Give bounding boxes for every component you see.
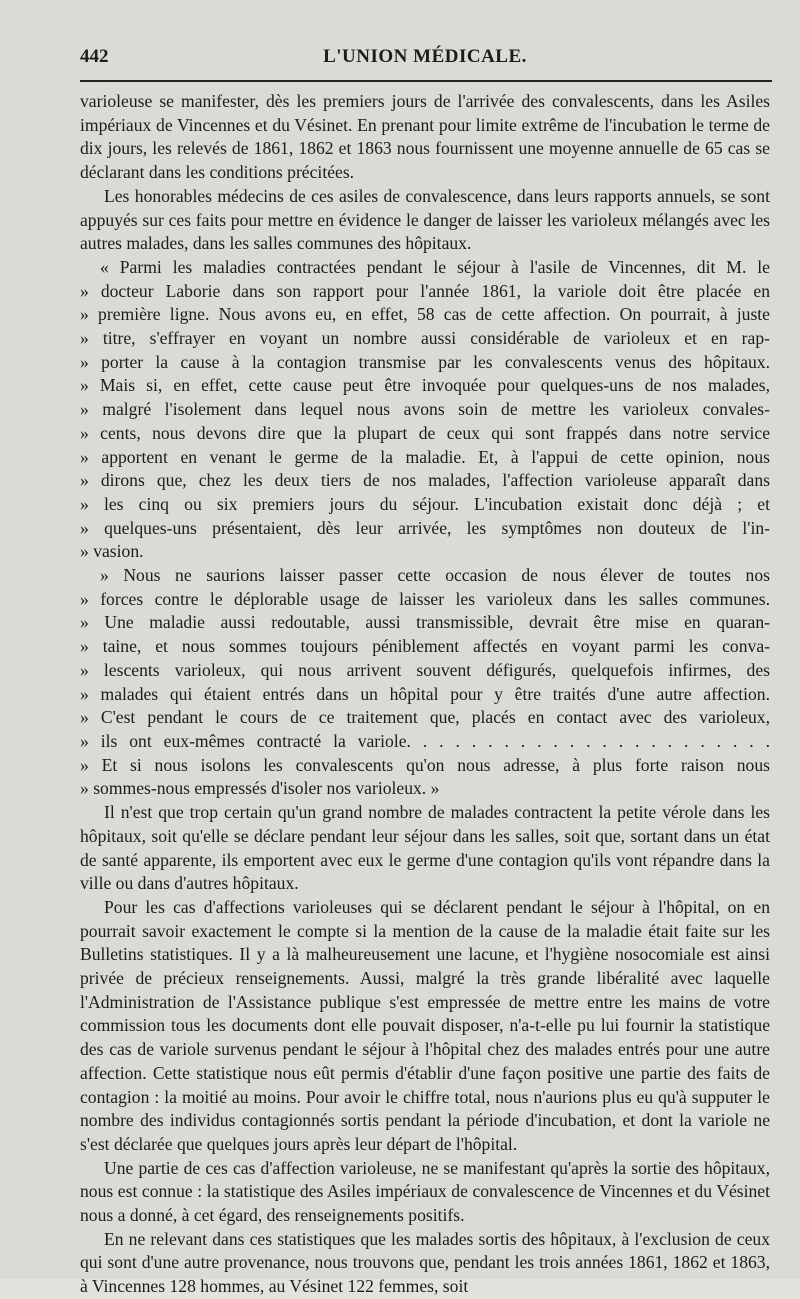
quote-line: » Nous ne saurions laisser passer cette occasion de nous élever de toutes nos [100, 565, 770, 586]
quote-line: » première ligne. Nous avons eu, en effet, 58 cas de cette affection. On pourrait, à juste [80, 304, 770, 325]
body-text [80, 90, 770, 1299]
page-number: 442 [80, 46, 109, 67]
quote-line: » apportent en venant le germe de la maladie. Et, à l'appui de cette opinion, nous [80, 446, 770, 467]
quote-line: » dirons que, chez les deux tiers de nos malades, l'affection varioleuse apparaît dans [80, 470, 770, 491]
quote-line: » malgré l'isolement dans lequel nous avons soin de mettre les varioleux convales- [80, 399, 770, 420]
quote-line: » docteur Laborie dans son rapport pour l'année 1861, la variole doit être placée en [80, 280, 770, 301]
paragraph: Pour les cas d'affections varioleuses qui se déclarent pendant le séjour à l'hôpital, on en pourrait savoir exactement le compte si la mention de la cause de la maladie était faite sur les Bulletins statistiques. Il y a là malheureusement une lacune, et l'hygiène nosocomiale est ainsi privée de précieux renseignements. Aussi, malgré la très grande libéralité avec laquelle l'Administration de l'Assistance publique s'est empressée de mettre entre les mains de votre commission tous les documents dont elle pouvait disposer, n'a-t-elle pu lui fournir la statistique des cas de variole survenus pendant le séjour à l'hôpital chez des malades entrés pour une autre affection. Cette statistique nous eût permis d'établir d'une façon positive une partie des faits de contagion : la moitié au moins. Pour avoir le chiffre total, nous n'aurions plus eu qu'à supputer le nombre des individus contagionnés sortis pendant la période d'incubation, et dont la variole ne s'est déclarée que quelques jours après leur départ de l'hôpital. [80, 896, 770, 1154]
quote-line: » Mais si, en effet, cette cause peut être invoquée pour quelques-uns de nos malades, [80, 375, 770, 396]
quote-line: » forces contre le déplorable usage de laisser les varioleux dans les salles communes. [80, 588, 770, 609]
quote-line: » cents, nous devons dire que la plupart de ceux qui sont frappés dans notre service [80, 422, 770, 443]
quote-line: » Et si nous isolons les convalescents qu'on nous adresse, à plus forte raison nous [80, 754, 770, 775]
running-title: L'UNION MÉDICALE. [323, 46, 527, 67]
quote-line: » vasion. [80, 541, 144, 562]
quote-line: » quelques-uns présentaient, dès leur arrivée, les symptômes non douteux de l'in- [80, 517, 770, 538]
header-rule [80, 80, 772, 82]
paragraph: Les honorables médecins de ces asiles de convalescence, dans leurs rapports annuels, se sont appuyés sur ces faits pour mettre en évidence le danger de laisser les varioleux mélangés avec les autres malades, dans les salles communes des hôpitaux. [80, 185, 770, 254]
quote-line: » Une maladie aussi redoutable, aussi transmissible, devrait être mise en quaran- [80, 612, 770, 633]
page-header [80, 44, 770, 74]
paragraph: Il n'est que trop certain qu'un grand nombre de malades contractent la petite vérole dans les hôpitaux, soit qu'elle se déclare pendant leur séjour dans les salles, soit que, sortant dans un état de santé apparente, ils emportent avec eux le germe d'une contagion qu'ils vont répandre dans la ville ou dans d'autres hôpitaux. [80, 802, 770, 894]
paragraph: En ne relevant dans ces statistiques que les malades sortis des hôpitaux, à l'exclusion de ceux qui sont d'une autre provenance, nous trouvons que, pendant les trois années 1861, 1862 et 1863, à Vincennes 128 hommes, au Vésinet 122 femmes, soit [80, 1228, 770, 1297]
quote-line: » porter la cause à la contagion transmise par les convalescents venus des hôpitaux. [80, 351, 770, 372]
quote-line: « Parmi les maladies contractées pendant le séjour à l'asile de Vincennes, dit M. le [100, 256, 770, 277]
quote-line: » lescents varioleux, qui nous arrivent souvent défigurés, quelquefois infirmes, des [80, 659, 770, 680]
quote-line: » taine, et nous sommes toujours péniblement affectés en voyant parmi les conva- [80, 636, 770, 657]
quote-line: » C'est pendant le cours de ce traitement que, placés en contact avec des varioleux, [80, 707, 770, 728]
quote-line: » malades qui étaient entrés dans un hôpital pour y être traités d'une autre affection. [80, 683, 770, 704]
quote-line: » sommes-nous empressés d'isoler nos varioleux. » [80, 778, 440, 799]
paragraph: Une partie de ces cas d'affection varioleuse, ne se manifestant qu'après la sortie des hôpitaux, nous est connue : la statistique des Asiles impériaux de convalescence de Vincennes et du Vésinet nous a donné, à cet égard, des renseignements positifs. [80, 1157, 770, 1226]
quotation [80, 256, 770, 801]
quote-line: » titre, s'effrayer en voyant un nombre aussi considérable de varioleux et en rap- [80, 328, 770, 349]
quote-line: » les cinq ou six premiers jours du séjour. L'incubation existait donc déjà ; et [80, 493, 770, 514]
paragraph: varioleuse se manifester, dès les premiers jours de l'arrivée des convalescents, dans les Asiles impériaux de Vincennes et du Vésinet. En prenant pour limite extrême de l'incubation le terme de dix jours, les relevés de 1861, 1862 et 1863 nous fournissent une moyenne annuelle de 65 cas se déclarant dans les conditions précitées. [80, 91, 770, 183]
quote-line: » ils ont eux-mêmes contracté la variole. . . . . . . . . . . . . . . . . . . . . . . [80, 730, 770, 751]
